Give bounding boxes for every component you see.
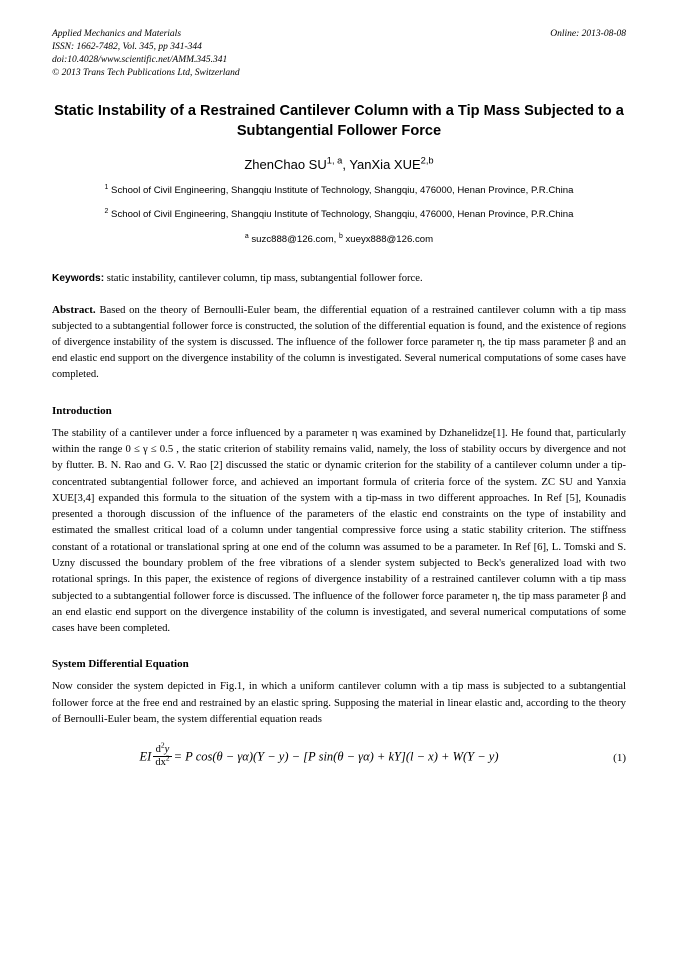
copyright-line: © 2013 Trans Tech Publications Ltd, Switzerland (52, 68, 240, 79)
issn-line: ISSN: 1662-7482, Vol. 345, pp 341-344 (52, 42, 202, 53)
introduction-paragraph: The stability of a cantilever under a force influenced by a parameter η was examined by Dzhanelidze[1]. He found that, particularly within the range 0 ≤ γ ≤ 0.5 , the static criterion of stability remains valid, namely, the loss of stability occurs by divergence and not by flutter. B. N. Rao and G. V. Rao [2] discussed the static or dynamic criterion for the stability of a cantilever column under a tip-concentrated subtangential follower force, and achieved an important formula of criteria force of the system. ZC SU and Yanxia XUE[3,4] expanded this formula to the situation of the system with a tip-mass in two different approaches. In Ref [5], Kounadis presented a thorough discussion of the influence of the parameters of the elastic end constraints on the type of instability and estimated the smallest critical load of a column under tangential compressive force using a static stability criterion. The stiffness constant of a rotational or translational spring at one end of the column was assumed to be a parameter. In Ref [6], L. Tomski and S. Uzny discussed the boundary problem of the free vibrations of a slender system subjected to Beck's generalized load with two rotational springs. In this paper, the existence of regions of divergence instability of a restrained cantilever column with a tip mass subjected to a subtangential follower force is discussed. The influence of the follower force parameter η, the tip mass parameter β and an end elastic end support on the divergence instability of the column is investigated, and several numerical computations of some cases have been completed. (52, 426, 626, 635)
affiliation-2 (52, 208, 626, 222)
section-heading-system-differential-equation: System Differential Equation (52, 658, 189, 671)
email-1-marker: a (244, 232, 249, 240)
affiliation-2-marker: 2 (104, 207, 109, 215)
page-header (52, 28, 626, 80)
equation-1-rhs: = P cos(θ − γα)(Y − y) − [P sin(θ − γα) + kY](l − x) + W(Y − y) (173, 749, 499, 764)
author-separator: , (342, 156, 350, 172)
equation-1-den-exp: 2 (165, 753, 170, 763)
equation-1-fraction (153, 740, 171, 769)
doi-line: doi:10.4028/www.scientific.net/AMM.345.341 (52, 55, 228, 66)
keywords-label: Keywords: (52, 272, 105, 284)
system-differential-equation-paragraph: Now consider the system depicted in Fig.1, in which a uniform cantilever column with a tip mass is subjected to a subtangential follower force at the free end and restrained by an elastic spring. Supposing the material in linear elastic and, according to the theory of Bernoulli-Euler beam, the system differential equation reads (52, 680, 626, 725)
author-2-name: YanXia XUE (349, 156, 421, 172)
equation-1-body (52, 740, 586, 770)
author-2-sup: 2,b (420, 155, 434, 166)
email-2: xueyx888@126.com (342, 233, 434, 245)
affiliation-1-marker: 1 (104, 183, 109, 191)
journal-name: Applied Mechanics and Materials (52, 29, 182, 39)
equation-1-row (52, 740, 626, 770)
abstract-label: Abstract. (52, 304, 96, 317)
equation-1-num-var: y (164, 744, 170, 756)
equation-1-num-d: d (155, 744, 161, 756)
equation-1-lhs: EI (139, 749, 152, 764)
email-2-marker: b (338, 232, 343, 240)
equation-1-number: (1) (613, 751, 626, 764)
abstract-text: Based on the theory of Bernoulli-Euler beam, the differential equation of a restrained cantilever column with a tip mass subjected to a subtangential follower force is constructed, the solution of the differential equation is found, and the existence of regions of divergence instability of the system is discussed. The influence of the follower force parameter η, the tip mass parameter β and an end elastic end support on the divergence instability of the column is investigated. Several numerical computations of some cases have completed. (52, 305, 626, 380)
section-heading-introduction: Introduction (52, 404, 112, 417)
online-date: Online: 2013-08-08 (550, 29, 626, 39)
author-list (52, 157, 626, 172)
equation-1-num-exp: 2 (160, 740, 165, 750)
affiliation-1-text: School of Civil Engineering, Shangqiu Institute of Technology, Shangqiu, 476000, Henan Province, P.R.China (108, 184, 574, 196)
author-1-sup: 1, a (326, 155, 343, 166)
equation-1-fraction-denominator (153, 753, 171, 769)
affiliation-1 (52, 184, 626, 198)
author-1-name: ZhenChao SU (244, 156, 327, 172)
keywords-text: static instability, cantilever column, tip mass, subtangential follower force. (104, 272, 423, 284)
affiliation-2-text: School of Civil Engineering, Shangqiu Institute of Technology, Shangqiu, 476000, Henan Province, P.R.China (108, 208, 574, 220)
email-1: suzc888@126.com, (248, 233, 339, 245)
keywords-block (52, 271, 626, 287)
page-title: Static Instability of a Restrained Cantilever Column with a Tip Mass Subjected to a Subtangential Follower Force (54, 103, 624, 140)
author-emails (52, 234, 626, 245)
abstract-block (52, 302, 626, 382)
equation-1-den-dx: dx (155, 757, 166, 769)
